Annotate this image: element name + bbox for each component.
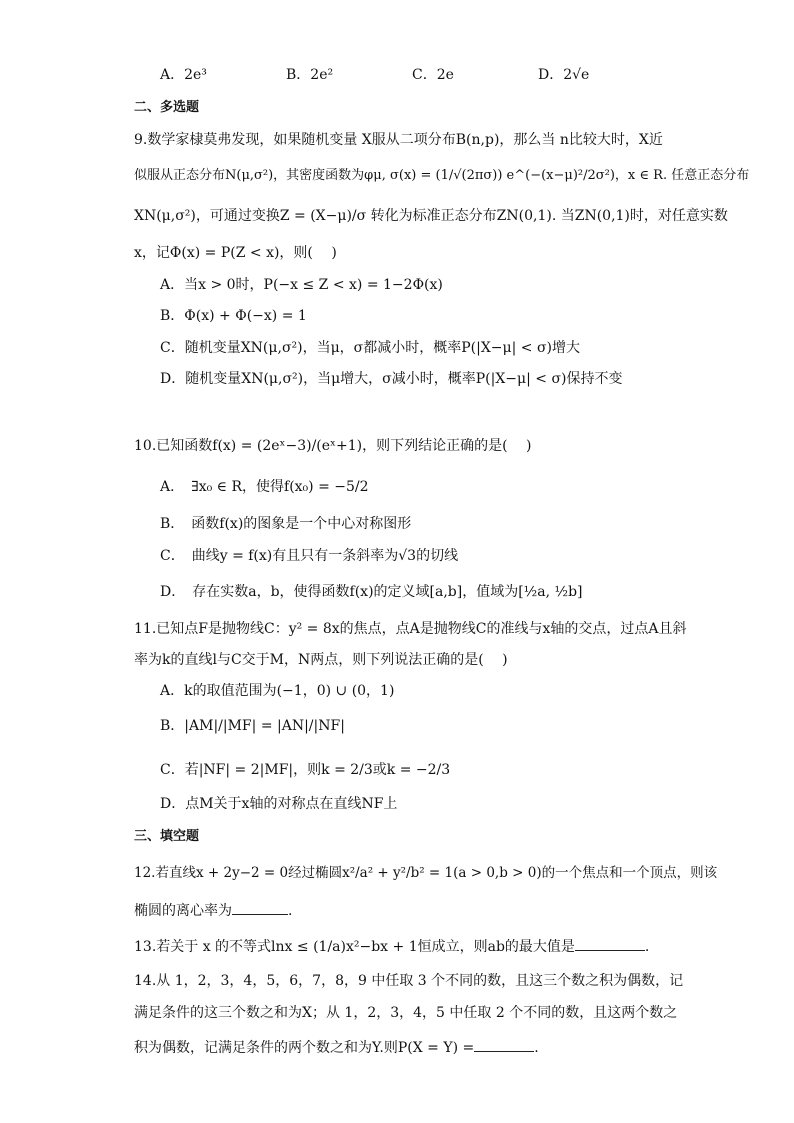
q9-line-2: 似服从正态分布N(μ,σ²)，其密度函数为φμ, σ(x) = (1/√(2πσ)) e^(−(x−μ)²/2σ²)，x ∈ R. 任意正态分布 — [134, 168, 750, 183]
q13-line-1 — [134, 936, 649, 956]
q12-line-2-text: 椭圆的离心率为 — [134, 903, 232, 919]
q12-line-1: 12.若直线x + 2y−2 = 0经过椭圆x²/a² + y²/b² = 1(a > 0,b > 0)的一个焦点和一个顶点，则该 — [134, 865, 718, 881]
q11-option-c: C．若|NF| = 2|MF|，则k = 2/3或k = −2/3 — [160, 762, 451, 778]
q8-option-c: C．2e — [412, 67, 454, 83]
q14-line-3 — [134, 1037, 539, 1057]
q9-line-1: 9.数学家棣莫弗发现，如果随机变量 X服从二项分布B(n,p)，那么当 n比较大时，X近 — [134, 132, 663, 148]
q11-option-b: B．|AM|/|MF| = |AN|/|NF| — [160, 718, 345, 734]
q10-stem: 10.已知函数f(x) = (2eˣ−3)/(eˣ+1)，则下列结论正确的是( ) — [134, 438, 532, 454]
q11-line-1: 11.已知点F是抛物线C：y² = 8x的焦点，点A是抛物线C的准线与x轴的交点，过点A且斜 — [134, 621, 687, 637]
q14-answer-blank[interactable] — [474, 1037, 534, 1052]
q11-line-2: 率为k的直线l与C交于M，N两点，则下列说法正确的是( ) — [134, 652, 508, 668]
q9-line-3: XN(μ,σ²)，可通过变换Z = (X−μ)/σ 转化为标准正态分布ZN(0,1). 当ZN(0,1)时，对任意实数 — [134, 208, 728, 224]
q9-option-d: D．随机变量XN(μ,σ²)，当μ增大，σ减小时，概率P(|X−μ| < σ)保持不变 — [160, 371, 623, 387]
q10-option-a: A． ∃x₀ ∈ R，使得f(x₀) = −5/2 — [160, 479, 369, 495]
q13-tail: . — [644, 939, 650, 955]
q12-line-2 — [134, 900, 292, 920]
q10-option-d: D． 存在实数a，b，使得函数f(x)的定义域[a,b]，值域为[½a, ½b] — [160, 584, 583, 600]
q10-option-b: B． 函数f(x)的图象是一个中心对称图形 — [160, 516, 412, 532]
q9-line-4: x，记Φ(x) = P(Z < x)，则( ) — [134, 245, 337, 261]
q14-line-2: 满足条件的这三个数之和为X；从 1，2，3，4，5 中任取 2 个不同的数，且这两个数之 — [134, 1005, 678, 1021]
q14-line-3-text: 积为偶数，记满足条件的两个数之和为Y.则P(X = Y) = — [134, 1040, 475, 1056]
q9-option-b: B．Φ(x) + Φ(−x) = 1 — [160, 308, 307, 324]
q9-option-c: C．随机变量XN(μ,σ²)，当μ，σ都减小时，概率P(|X−μ| < σ)增大 — [160, 340, 580, 356]
q14-tail: . — [534, 1040, 539, 1056]
q8-option-b: B．2e² — [286, 67, 334, 83]
q11-option-a: A．k的取值范围为(−1，0) ∪ (0，1) — [160, 683, 395, 699]
q12-answer-blank[interactable] — [232, 900, 288, 915]
q8-option-a: A．2e³ — [160, 67, 207, 83]
q8-option-d: D．2√e — [538, 67, 590, 83]
q13-answer-blank[interactable] — [575, 936, 645, 951]
q14-line-1: 14.从 1，2，3，4，5，6，7，8，9 中任取 3 个不同的数，且这三个数之积为偶数，记 — [134, 973, 684, 989]
section-heading-multi: 二、多选题 — [134, 100, 200, 115]
q13-line-1-text: 13.若关于 x 的不等式lnx ≤ (1/a)x²−bx + 1恒成立，则ab的最大值是 — [134, 939, 575, 955]
q11-option-d: D．点M关于x轴的对称点在直线NF上 — [160, 796, 398, 812]
q9-option-a: A．当x > 0时，P(−x ≤ Z < x) = 1−2Φ(x) — [160, 277, 443, 293]
q10-option-c: C． 曲线y = f(x)有且只有一条斜率为√3的切线 — [160, 548, 459, 564]
section-heading-fill: 三、填空题 — [134, 829, 200, 844]
q12-tail: . — [288, 903, 293, 919]
